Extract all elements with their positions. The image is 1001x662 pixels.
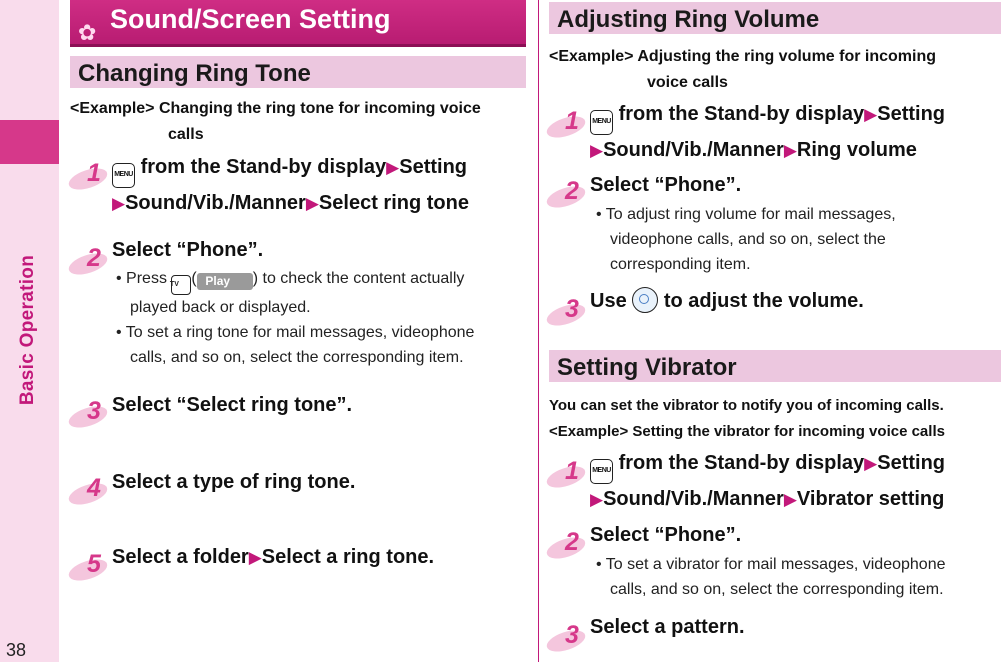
camera-key-icon: TV xyxy=(171,275,191,295)
step-text-part: Setting xyxy=(877,452,946,474)
volume-step-3-text xyxy=(590,286,864,317)
sidebar xyxy=(0,0,59,662)
step-number: 2 xyxy=(556,527,588,557)
example-prefix: <Example> xyxy=(70,100,155,117)
step-text-part: Select a folder xyxy=(112,546,249,568)
arrow-right-icon: ▶ xyxy=(590,141,604,160)
page-number: 38 xyxy=(6,640,27,660)
step-text-part: Select a ring tone. xyxy=(261,546,435,568)
step-number: 1 xyxy=(556,106,588,136)
example-line: Changing the ring tone for incoming voice xyxy=(158,100,481,117)
step-number: 2 xyxy=(556,176,588,206)
menu-key-icon: MENU xyxy=(590,459,613,484)
sidebar-title: Basic Operation xyxy=(17,254,38,406)
column-divider xyxy=(538,0,539,662)
menu-key-icon: MENU xyxy=(112,163,135,188)
step-number: 3 xyxy=(556,294,588,324)
chapter-banner xyxy=(70,0,526,47)
step-text-part: to adjust the volume. xyxy=(663,290,864,312)
step-text-part: from the Stand-by display xyxy=(618,103,865,125)
arrow-right-icon: ▶ xyxy=(248,548,262,567)
step-number: 1 xyxy=(78,158,110,188)
bullet-note: • Press TV ( Play ) to check the content actually played back or displayed. xyxy=(116,270,465,316)
bullet-note: • To set a vibrator for mail messages, videophone calls, and so on, select the corresponding item. xyxy=(596,556,946,598)
play-softkey-icon: Play xyxy=(197,273,253,290)
section-title-ring-tone xyxy=(70,54,526,88)
arrow-right-icon: ▶ xyxy=(864,105,878,124)
step-text-part: Setting xyxy=(399,156,468,178)
example-ring-tone xyxy=(70,96,530,148)
step-number: 2 xyxy=(78,243,110,273)
bullet-note: • To adjust ring volume for mail messages, videophone calls, and so on, select the corresponding item. xyxy=(596,206,896,273)
step-text-part: Ring volume xyxy=(796,139,917,161)
step-4-text: Select a type of ring tone. xyxy=(112,471,356,493)
step-1-text xyxy=(112,152,469,219)
section-title-text: Setting Vibrator xyxy=(557,354,737,381)
navigation-key-icon xyxy=(632,287,658,313)
arrow-right-icon: ▶ xyxy=(864,454,878,473)
step-5-text xyxy=(112,542,434,573)
section-title-ring-volume xyxy=(549,0,1001,34)
step-number: 3 xyxy=(556,620,588,650)
arrow-right-icon: ▶ xyxy=(305,194,319,213)
step-text-part: Sound/Vib./Manner xyxy=(603,139,784,161)
example-line: Adjusting the ring volume for incoming xyxy=(637,48,937,65)
step-2-notes xyxy=(114,266,534,370)
example-prefix: <Example> xyxy=(549,48,634,65)
volume-step-1-text xyxy=(590,99,945,166)
step-text-part: Sound/Vib./Manner xyxy=(603,488,784,510)
step-number: 5 xyxy=(78,549,110,579)
example-line: voice calls xyxy=(647,74,728,91)
section-title-vibrator xyxy=(549,348,1001,382)
vibrator-intro xyxy=(549,393,1001,445)
step-number: 3 xyxy=(78,396,110,426)
volume-step-2-text: Select “Phone”. xyxy=(590,174,742,196)
example-ring-volume xyxy=(549,44,1001,96)
step-text-part: from the Stand-by display xyxy=(140,156,387,178)
vibrator-step-1-text xyxy=(590,448,945,515)
flower-icon: ✿ xyxy=(78,20,97,45)
step-text-part: from the Stand-by display xyxy=(618,452,865,474)
step-text-part: Setting xyxy=(877,103,946,125)
arrow-right-icon: ▶ xyxy=(783,141,797,160)
step-text-part: Select ring tone xyxy=(318,192,469,214)
example-line: calls xyxy=(168,126,204,143)
step-number: 1 xyxy=(556,456,588,486)
bullet-note: • To set a ring tone for mail messages, videophone calls, and so on, select the corresponding item. xyxy=(116,324,475,366)
arrow-right-icon: ▶ xyxy=(590,490,604,509)
vibrator-step-3-text: Select a pattern. xyxy=(590,616,745,638)
step-text-part: Sound/Vib./Manner xyxy=(125,192,306,214)
menu-key-icon: MENU xyxy=(590,110,613,135)
volume-step-2-notes xyxy=(594,202,994,277)
step-text-part: Vibrator setting xyxy=(796,488,945,510)
example-line: <Example> Setting the vibrator for incoming voice calls xyxy=(549,423,945,440)
arrow-right-icon: ▶ xyxy=(112,194,126,213)
sidebar-tab-marker xyxy=(0,120,59,164)
section-title-text: Adjusting Ring Volume xyxy=(557,6,820,33)
arrow-right-icon: ▶ xyxy=(783,490,797,509)
step-2-text: Select “Phone”. xyxy=(112,239,264,261)
intro-text: You can set the vibrator to notify you of incoming calls. xyxy=(549,397,944,414)
step-text-part: Use xyxy=(590,290,627,312)
section-title-text: Changing Ring Tone xyxy=(78,60,311,87)
arrow-right-icon: ▶ xyxy=(386,158,400,177)
vibrator-step-2-notes xyxy=(594,552,994,602)
vibrator-step-2-text: Select “Phone”. xyxy=(590,524,742,546)
chapter-title: Sound/Screen Setting xyxy=(110,4,391,34)
step-number: 4 xyxy=(78,473,110,503)
step-3-text: Select “Select ring tone”. xyxy=(112,394,353,416)
